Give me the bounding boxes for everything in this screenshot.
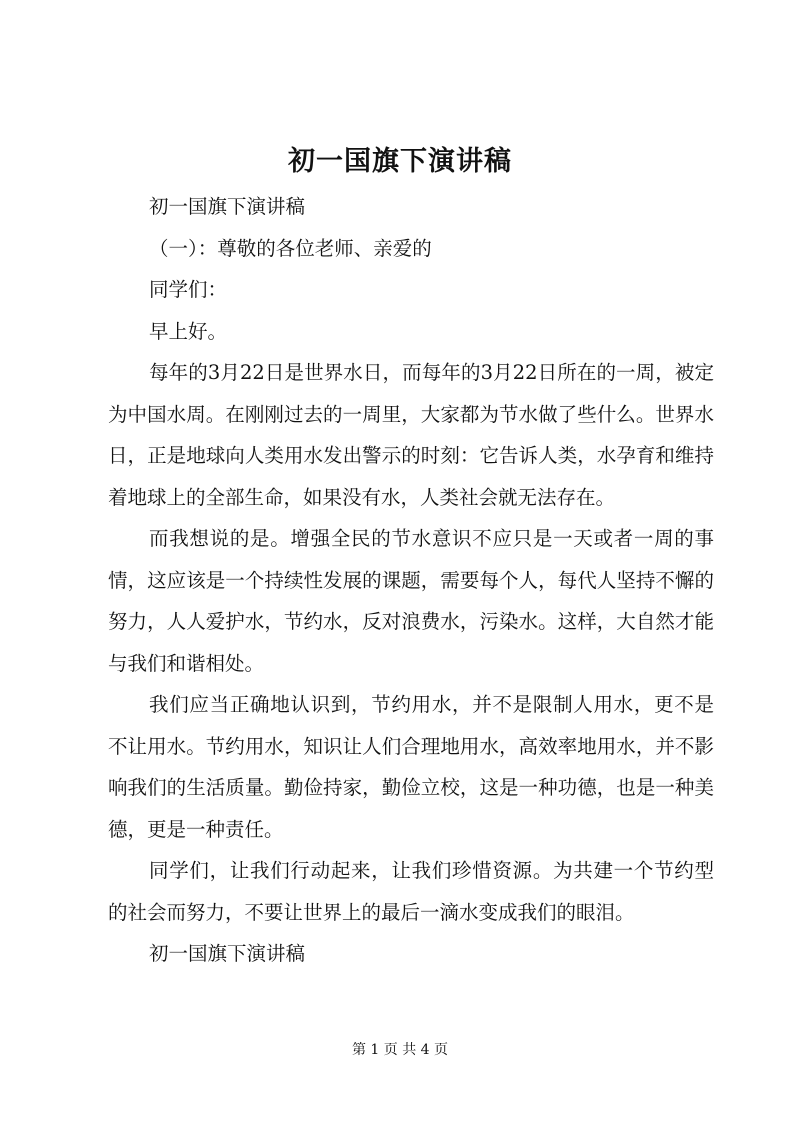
paragraph-next-title: 初一国旗下演讲稿 [149,942,306,965]
document-title: 初一国旗下演讲稿 [288,146,512,177]
paragraph-greeting: 早上好。 [149,319,228,343]
page-number-footer: 第 1 页 共 4 页 [351,1042,449,1058]
paragraph-world-water-day: 每年的3月22日是世界水日，而每年的3月22日所在的一周，被定为中国水周。在刚刚过去的一周里，大家都为节水做了些什么。世界水日，正是地球向人类用水发出警示的时刻：它告诉人类，水孕育和维持着地球上的全部生命，如果没有水，人类社会就无法存在。 [108,361,714,509]
paragraph-saving-water: 我们应当正确地认识到，节约用水，并不是限制人用水，更不是不让用水。节约用水，知识让人们合理地用水，高效率地用水，并不影响我们的生活质量。勤俭持家，勤俭立校，这是一种功德，也是一种美德，更是一种责任。 [108,693,714,841]
paragraph-call-to-action: 同学们，让我们行动起来，让我们珍惜资源。为共建一个节约型的社会而努力，不要让世界上的最后一滴水变成我们的眼泪。 [108,859,714,924]
paragraph-salutation: （一）：尊敬的各位老师、亲爱的 [149,236,432,260]
paragraph-classmates: 同学们： [149,278,228,301]
document-body [108,186,714,975]
paragraph-heading-repeat: 初一国旗下演讲稿 [149,195,306,218]
paragraph-water-awareness: 而我想说的是。增强全民的节水意识不应只是一天或者一周的事情，这应该是一个持续性发展的课题，需要每个人，每代人坚持不懈的努力，人人爱护水，节约水，反对浪费水，污染水。这样，大自然才能与我们和谐相处。 [108,527,714,675]
